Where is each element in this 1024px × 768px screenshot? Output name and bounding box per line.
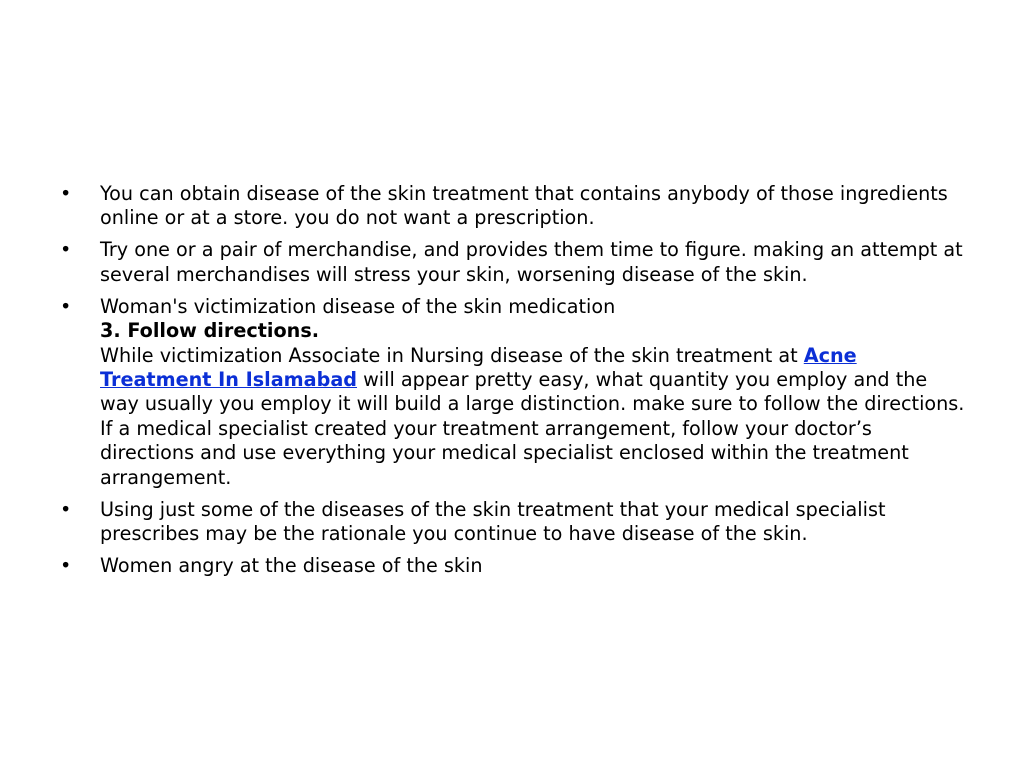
bullet-text: You can obtain disease of the skin treatment that contains anybody of those ingredients online or at a store. you do not want a prescription. bbox=[100, 182, 948, 230]
bullet-text: Using just some of the diseases of the skin treatment that your medical specialist prescribes may be the rationale you continue to have disease of the skin. bbox=[100, 497, 886, 546]
bullet-text: Women angry at the disease of the skin bbox=[100, 554, 483, 578]
paragraph-text-before-link: While victimization Associate in Nursing disease of the skin treatment at bbox=[100, 343, 804, 367]
list-item bbox=[60, 554, 970, 578]
paragraph-text-after-link: will appear pretty easy, what quantity you employ and the way usually you employ it will build a large distinction. make sure to follow the directions. If a medical specialist created your treatment arrangement, follow your doctor’s directions and use everything your medical specialist enclosed within the treatment arrangement. bbox=[100, 368, 965, 489]
bullet-icon: • bbox=[60, 497, 72, 521]
acne-treatment-link[interactable]: Acne Treatment In Islamabad bbox=[100, 343, 857, 392]
bullet-icon: • bbox=[60, 182, 72, 205]
list-item bbox=[60, 498, 970, 547]
list-item bbox=[60, 295, 970, 490]
bullet-list bbox=[60, 182, 970, 586]
section-heading: 3. Follow directions. bbox=[100, 319, 320, 343]
bullet-icon: • bbox=[60, 294, 72, 318]
bullet-icon: • bbox=[60, 554, 72, 578]
list-item bbox=[60, 182, 970, 231]
bullet-icon: • bbox=[60, 238, 72, 262]
bullet-text: Try one or a pair of merchandise, and provides them time to figure. making an attempt at several merchandises will stress your skin, worsening disease of the skin. bbox=[100, 238, 963, 286]
bullet-intro-text: Woman's victimization disease of the skin medication bbox=[100, 294, 616, 318]
list-item bbox=[60, 238, 970, 287]
